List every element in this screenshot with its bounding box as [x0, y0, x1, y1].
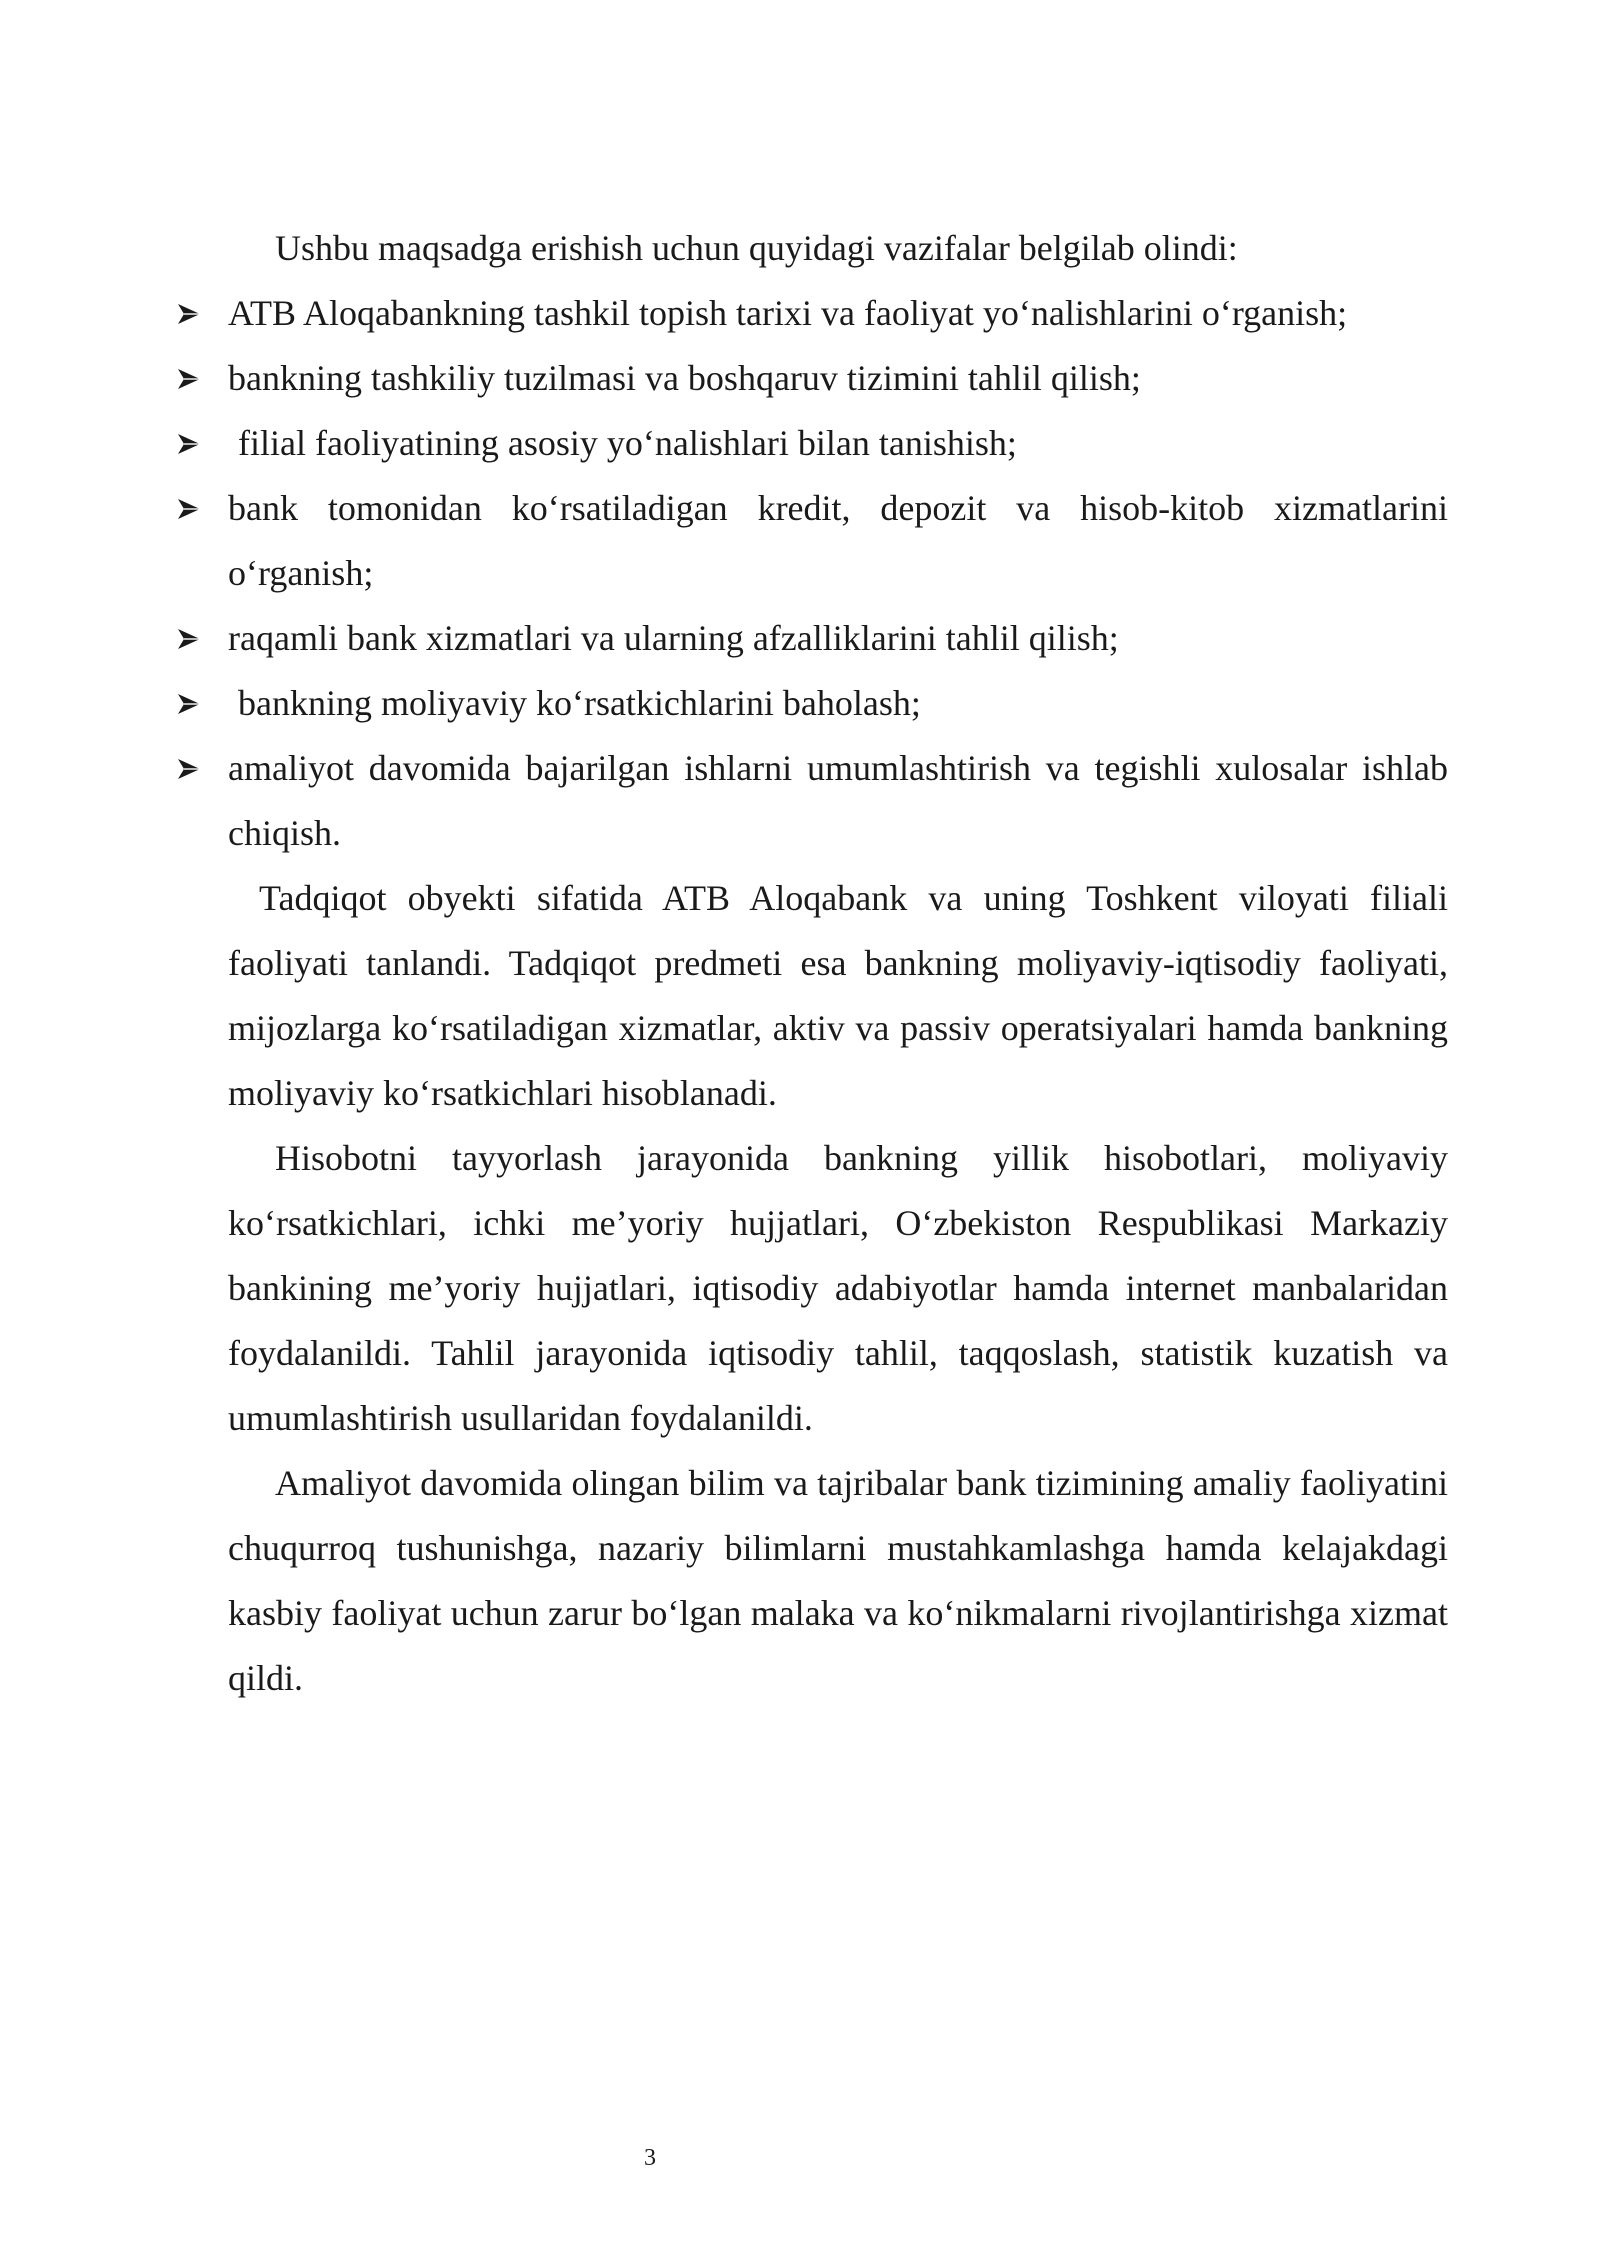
task-item: [228, 476, 1448, 606]
arrowhead-bullet-icon: [174, 346, 204, 411]
task-item: [228, 606, 1448, 671]
body-paragraph: Hisobotni tayyorlash jarayonida bankning yillik hisobotlari, moliyaviy ko‘rsatkichlari, ichki me’yoriy hujjatlari, O‘zbekiston Respublikasi Markaziy bankining me’yoriy hujjatlari, iqtisodiy adabiyotlar hamda internet manbalaridan foydalanildi. Tahlil jarayonida iqtisodiy tahlil, taqqoslash, statistik kuzatish va umumlashtirish usullaridan foydalanildi.: [228, 1138, 1448, 1438]
task-item: [228, 411, 1448, 476]
task-text: ATB Aloqabankning tashkil topish tarixi va faoliyat yo‘nalishlarini o‘rganish;: [228, 293, 1348, 333]
document-body: [228, 216, 1448, 1711]
arrowhead-bullet-icon: [174, 411, 204, 476]
task-text: bank tomonidan ko‘rsatiladigan kredit, depozit va hisob-kitob xizmatlarini o‘rganish;: [228, 488, 1448, 593]
task-text: amaliyot davomida bajarilgan ishlarni umumlashtirish va tegishli xulosalar ishlab chiqish.: [228, 748, 1448, 853]
arrowhead-bullet-icon: [174, 281, 204, 346]
body-paragraph: Amaliyot davomida olingan bilim va tajribalar bank tizimining amaliy faoliyatini chuqurroq tushunishga, nazariy bilimlarni mustahkamlashga hamda kelajakdagi kasbiy faoliyat uchun zarur bo‘lgan malaka va ko‘nikmalarni rivojlantirishga xizmat qildi.: [228, 1463, 1448, 1698]
task-text: raqamli bank xizmatlari va ularning afzalliklarini tahlil qilish;: [228, 618, 1119, 658]
task-text: filial faoliyatining asosiy yo‘nalishlari bilan tanishish;: [238, 423, 1017, 463]
task-item: [228, 346, 1448, 411]
task-text: bankning tashkiliy tuzilmasi va boshqaruv tizimini tahlil qilish;: [228, 358, 1141, 398]
arrowhead-bullet-icon: [174, 671, 204, 736]
page-number: 3: [644, 2145, 656, 2171]
arrowhead-bullet-icon: [174, 736, 204, 801]
arrowhead-bullet-icon: [174, 606, 204, 671]
body-paragraph: Tadqiqot obyekti sifatida ATB Aloqabank va uning Toshkent viloyati filiali faoliyati tanlandi. Tadqiqot predmeti esa bankning moliyaviy-iqtisodiy faoliyati, mijozlarga ko‘rsatiladigan xizmatlar, aktiv va passiv operatsiyalari hamda bankning moliyaviy ko‘rsatkichlari hisoblanadi.: [228, 878, 1448, 1113]
intro-paragraph: Ushbu maqsadga erishish uchun quyidagi vazifalar belgilab olindi:: [275, 228, 1238, 268]
task-list: [228, 281, 1448, 866]
arrowhead-bullet-icon: [174, 476, 204, 541]
task-item: [228, 671, 1448, 736]
task-item: [228, 736, 1448, 866]
task-text: bankning moliyaviy ko‘rsatkichlarini baholash;: [238, 683, 921, 723]
task-item: [228, 281, 1448, 346]
